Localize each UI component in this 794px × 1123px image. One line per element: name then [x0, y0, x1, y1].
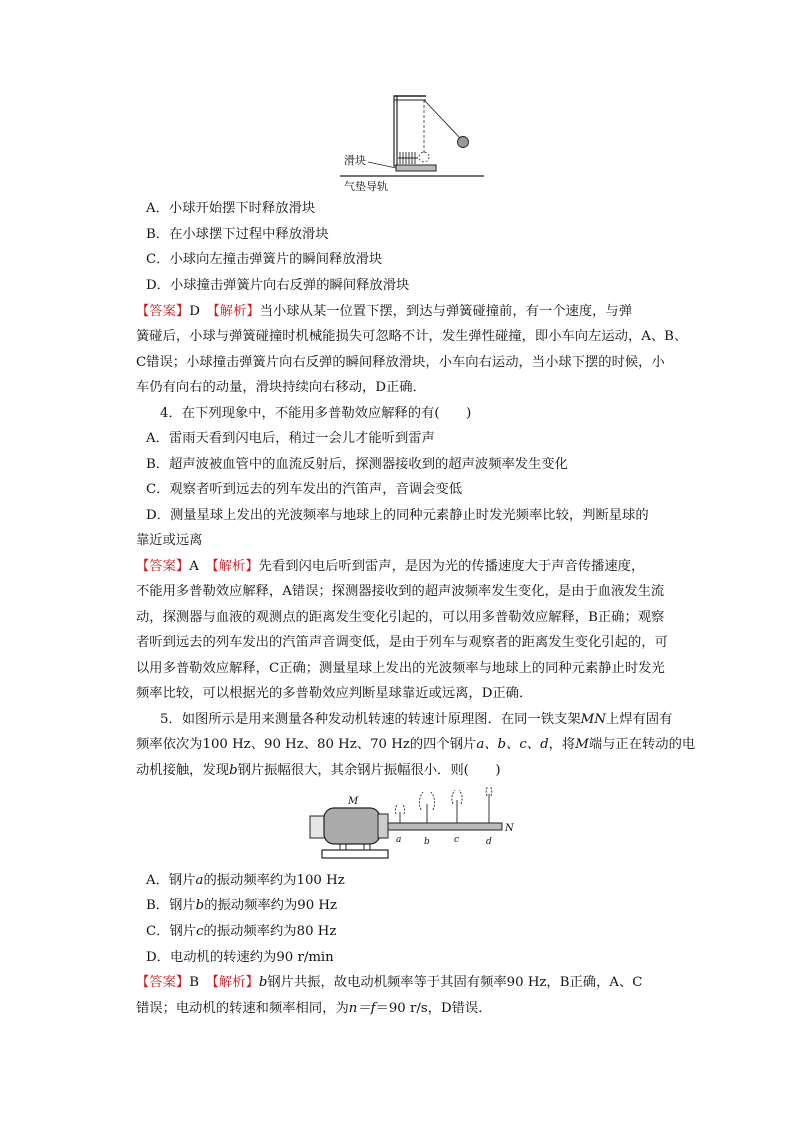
reed-a [395, 804, 404, 823]
q4-analysis-line: 频率比较，可以根据光的多普勒效应判断星球靠近或远离，D正确． [136, 686, 533, 701]
q5-answer-line [136, 973, 642, 993]
q5-option-text: 的振动频率约为100 Hz [203, 873, 345, 888]
q3-option-d: D．小球撞击弹簧片向右反弹的瞬间释放滑块 [146, 278, 410, 293]
pendulum-string [424, 100, 460, 138]
motor-base [322, 850, 388, 858]
q5-option-a [146, 871, 345, 891]
q3-analysis-tag: 【解析】 [213, 304, 260, 319]
q5-option-var: b [195, 898, 205, 913]
q5-stem-text: 钢片振幅很大，其余钢片振幅很小．则( ) [237, 763, 501, 778]
q5-stem-text: ，将 [548, 737, 576, 752]
q5-stem-line-3 [136, 761, 501, 781]
q5-analysis-var: b [258, 975, 268, 990]
q3-analysis-line: 簧碰后，小球与弹簧碰撞时机械能损失可忽略不计，发生弹性碰撞，即小车向左运动，A、B、 [136, 329, 688, 344]
iron-bar-mn [388, 823, 502, 830]
q3-option-b: B．在小球摆下过程中释放滑块 [146, 227, 329, 242]
q4-option-d-cont: 靠近或远离 [136, 533, 203, 548]
q4-analysis-line: 者听到远去的列车发出的汽笛声音调变低，是由于列车与观察者的距离发生变化引起的，可 [136, 635, 668, 650]
q5-stem-text: 5．如图所示是用来测量各种发动机转速的转速计原理图．在同一铁支架 [160, 712, 581, 727]
q3-answer-line [136, 302, 632, 322]
q4-analysis-line: 以用多普勒效应解释，C正确；测量星球上发出的光波频率与地球上的同种元素静止时发光 [136, 661, 665, 676]
slider-block [396, 165, 436, 171]
label-n: N [505, 823, 514, 834]
q5-stem-text: 频率依次为100 Hz、90 Hz、80 Hz、70 Hz的四个钢片 [136, 737, 477, 752]
q5-option-text: 的振动频率约为80 Hz [203, 924, 337, 939]
q5-stem-text: 上焊有固有 [605, 712, 673, 727]
motor-body [324, 808, 380, 844]
q5-option-b [146, 896, 337, 916]
tachometer-figure [306, 786, 518, 868]
q5-option-text: D．电动机的转速约为90 r/min [146, 950, 334, 965]
q5-stem-text: 动机接触，发现 [136, 763, 230, 778]
reed-c [452, 790, 462, 823]
reed-b [419, 792, 434, 823]
q3-analysis-line: C错误；小球撞击弹簧片向右反弹的瞬间释放滑块，小车向右运动，当小球下摆的时候，小 [136, 355, 665, 370]
q5-option-text: C．钢片 [146, 924, 197, 939]
q5-option-var: c [196, 924, 204, 939]
q5-var-mn: MN [580, 712, 606, 727]
spring-coil [398, 152, 418, 164]
pendulum-ball [458, 137, 469, 148]
q5-option-c [146, 922, 336, 942]
q5-var-m: M [575, 737, 589, 752]
q5-var-b: b [229, 763, 238, 778]
q3-analysis-line: 当小球从某一位置下摆，到达与弹簧碰撞前，有一个速度，与弹 [259, 304, 633, 319]
q5-analysis-line-2 [136, 999, 492, 1019]
q4-analysis-line: 先看到闪电后听到雷声，是因为光的传播速度大于声音传播速度， [258, 559, 645, 574]
motor-end [378, 814, 388, 838]
q4-analysis-tag: 【解析】 [212, 559, 259, 574]
q4-analysis-line: 不能用多普勒效应解释，A错误；探测器接收到的超声波频率发生变化，是由于血液发生流 [136, 584, 665, 599]
rest-ball [419, 152, 429, 162]
q5-var-abcd: a、b、c、d [476, 737, 549, 752]
q4-option-c: C．观察者听到远去的列车发出的汽笛声，音调会变低 [146, 482, 463, 497]
reed-d [486, 786, 492, 823]
pendulum-diagram [336, 92, 496, 192]
label-m: M [348, 796, 359, 807]
q5-option-d [146, 948, 334, 968]
q4-option-d: D．测量星球上发出的光波频率与地球上的同种元素静止时发光频率比较，判断星球的 [146, 508, 649, 523]
q4-answer-tag: 【答案】 [136, 559, 190, 574]
q3-answer-tag: 【答案】 [136, 304, 190, 319]
q4-option-a: A．雷雨天看到闪电后，稍过一会儿才能听到雷声 [146, 431, 435, 446]
q5-stem-line-1 [160, 710, 672, 730]
q3-option-a: A．小球开始摆下时释放滑块 [146, 201, 316, 216]
q4-stem: 4．在下列现象中，不能用多普勒效应解释的有( ) [160, 406, 472, 421]
q4-option-b: B．超声波被血管中的血流反射后，探测器接收到的超声波频率发生变化 [146, 457, 568, 472]
q5-analysis-text: 错误；电动机的转速和频率相同，为 [136, 1001, 349, 1016]
slider-label-leader [368, 162, 396, 168]
q5-answer: B [189, 975, 199, 990]
q5-option-text: B．钢片 [146, 898, 196, 913]
q5-analysis-formula: n＝f [348, 1001, 376, 1016]
q5-analysis-tag: 【解析】 [212, 975, 259, 990]
label-d: d [486, 837, 492, 847]
q4-answer-line [136, 557, 644, 577]
q5-option-text: A．钢片 [146, 873, 196, 888]
stand-post [394, 96, 397, 166]
q3-option-c: C．小球向左撞击弹簧片的瞬间释放滑块 [146, 252, 383, 267]
label-a: a [396, 835, 402, 845]
q5-stem-text: 端与正在转动的电 [588, 737, 696, 752]
q5-stem-line-2 [136, 735, 695, 755]
q5-answer-tag: 【答案】 [136, 975, 190, 990]
q4-answer: A [189, 559, 199, 574]
q5-analysis-line: 钢片共振，故电动机频率等于其固有频率90 Hz，B正确，A、C [267, 975, 643, 990]
q5-option-text: 的振动频率约为90 Hz [204, 898, 338, 913]
q3-answer: D [189, 304, 200, 319]
q5-analysis-text: ＝90 r/s，D错误． [375, 1001, 492, 1016]
q5-option-var: a [195, 873, 204, 888]
tachometer-diagram [306, 786, 518, 868]
label-c: c [454, 835, 460, 845]
pendulum-figure [336, 92, 496, 192]
slider-label: 滑块 [344, 154, 366, 167]
q3-analysis-line: 车仍有向右的动量，滑块持续向右移动，D正确． [136, 380, 426, 395]
q4-analysis-line: 动，探测器与血液的观测点的距离发生变化引起的，可以用多普勒效应解释，B正确；观察 [136, 610, 665, 625]
label-b: b [424, 837, 430, 847]
rail-label: 气垫导轨 [344, 180, 388, 192]
